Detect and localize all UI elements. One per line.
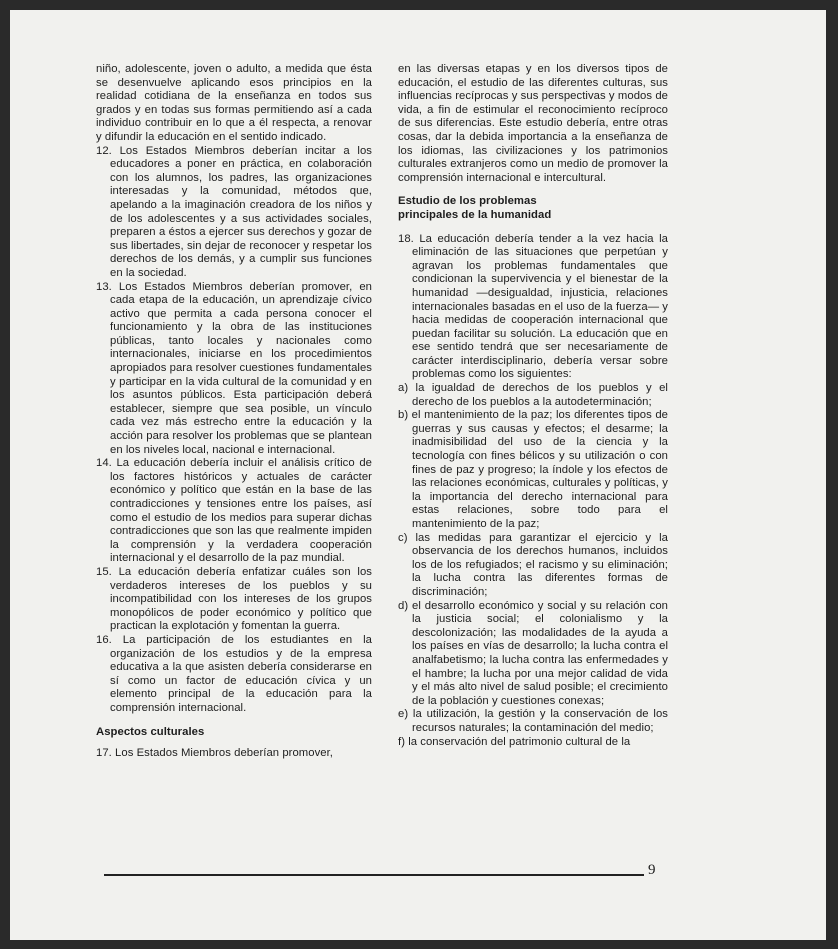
section-heading-cultural: Aspectos culturales: [96, 725, 205, 738]
left-column: [96, 63, 372, 761]
right-column: [398, 63, 668, 749]
list-item-c: c) las medidas para garantizar el ejercicio y la observancia de los derechos humanos, incluidos los de los refugiados; el racismo y su eliminación; la lucha contra las diferentes formas de discriminación;: [398, 531, 668, 598]
paragraph-18: 18. La educación debería tender a la vez hacia la eliminación de las situaciones que perpetúan y agravan los problemas fundamentales que condicionan la supervivencia y el bienestar de la humanidad —desigualdad, injusticia, relaciones internacionales basadas en el uso de la fuerza— y hacia medidas de cooperación internacional que puedan facilitar su solución. La educación que en ese sentido tendrá que ser necesariamente de carácter interdisciplinario, debería versar sobre problemas como los siguientes:: [398, 232, 668, 381]
list-item-b: b) el mantenimiento de la paz; los diferentes tipos de guerras y sus causas y efectos; el desarme; la inadmisibilidad del uso de la ciencia y la tecnología con fines bélicos y su utilización o con fines de paz y progreso; la índole y los efectos de las relaciones económicas, culturales y políticas, y la importancia del derecho internacional para estas relaciones, sobre todo para el mantenimiento de la paz;: [398, 409, 668, 530]
page-number: 9: [648, 862, 656, 878]
list-item-f: f) la conservación del patrimonio cultural de la: [398, 735, 631, 748]
paragraph-14: 14. La educación debería incluir el análisis crítico de los factores históricos y actuales de carácter económico y político que están en la base de las contradicciones y tensiones entre los países, así como el estudio de los medios para superar dichas contradicciones que son las que realmente impiden la comprensión y la verdadera cooperación internacional y el desarrollo de la paz mundial.: [96, 457, 372, 565]
paragraph-17-continued: en las diversas etapas y en los diversos tipos de educación, el estudio de las diferentes culturas, sus influencias recíprocas y sus perspectivas y modos de vida, a fin de estimular el reconocimiento recíproco de sus diferencias. Este estudio debería, entre otras cosas, dar la debida importancia a la enseñanza de los idiomas, las civilizaciones y los patrimonios culturales extranjeros como un medio de promover la comprensión internacional e intercultural.: [398, 63, 668, 184]
list-item-d: d) el desarrollo económico y social y su relación con la justicia social; el colonialismo y la descolonización; las modalidades de la ayuda a los países en vías de desarrollo; la lucha contra el analfabetismo; la lucha contra las enfermedades y el hambre; la lucha por una mejor calidad de vida y el más alto nivel de salud posible; el crecimiento de la población y cuestiones conexas;: [398, 599, 668, 707]
section-heading-problems-2: principales de la humanidad: [398, 208, 552, 221]
list-item-a: a) la igualdad de derechos de los pueblos y el derecho de los pueblos a la autodeterminación;: [398, 382, 668, 408]
list-item-e: e) la utilización, la gestión y la conservación de los recursos naturales; la contaminación del medio;: [398, 708, 668, 734]
paragraph-16: 16. La participación de los estudiantes en la organización de los estudios y de la empresa educativa a la que asisten debería considerarse en sí como un factor de educación cívica y un elemento principal de la educación para la comprensión internacional.: [96, 633, 372, 714]
paragraph-12: 12. Los Estados Miembros deberían incitar a los educadores a poner en práctica, en colaboración con los alumnos, los padres, las organizaciones interesadas y la comunidad, métodos que, apelando a la imaginación creadora de los niños y de los adolescentes y a sus actividades sociales, preparen a éstos a ejercer sus derechos y gozar de sus libertades, sin dejar de reconocer y respetar los derechos de los demás, y a cumplir sus funciones en la sociedad.: [96, 144, 372, 279]
paragraph-17: 17. Los Estados Miembros deberían promover,: [96, 747, 333, 760]
footer-rule: [104, 874, 644, 876]
section-heading-problems-1: Estudio de los problemas: [398, 195, 537, 208]
paragraph-intro: niño, adolescente, joven o adulto, a medida que ésta se desenvuelve aplicando esos principios en la realidad cotidiana de la enseñanza en todos sus grados y en todas sus formas permitiendo así a cada individuo contribuir en lo que a él respecta, a renovar y difundir la educación en el sentido indicado.: [96, 63, 372, 143]
paragraph-15: 15. La educación debería enfatizar cuáles son los verdaderos intereses de los pueblos y su incompatibilidad con los intereses de los grupos monopólicos de poder económico y político que practican la explotación y fomentan la guerra.: [96, 565, 372, 633]
document-page: [10, 10, 826, 940]
paragraph-13: 13. Los Estados Miembros deberían promover, en cada etapa de la educación, un aprendizaje cívico activo que permita a cada persona conocer el funcionamiento y la obra de las instituciones públicas, tanto locales y nacionales como internacionales, iniciarse en los procedimientos apropiados para resolver cuestiones fundamentales y participar en la vida cultural de la comunidad y en los asuntos públicos. Esta participación deberá establecer, siempre que sea posible, un vínculo cada vez más estrecho entre la educación y la acción para resolver los problemas que se plantean en los niveles local, nacional e internacional.: [96, 280, 372, 456]
